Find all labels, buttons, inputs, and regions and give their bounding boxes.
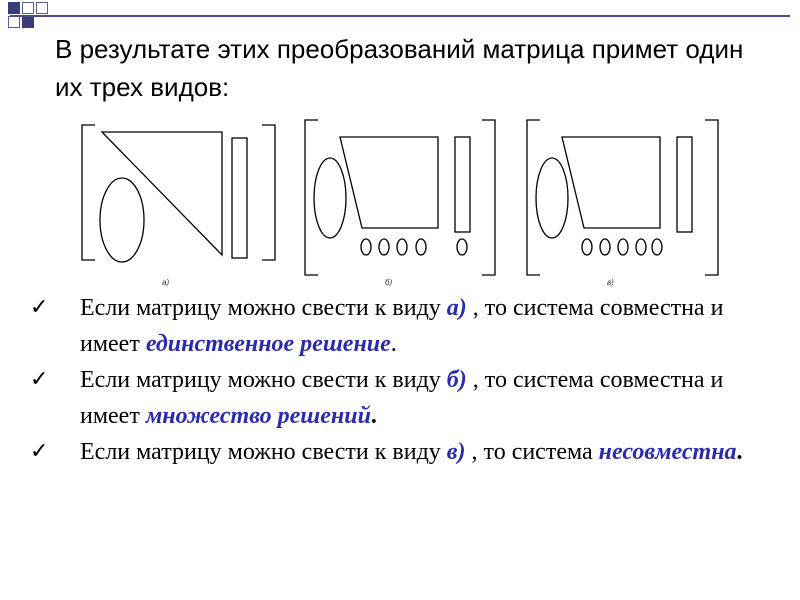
list-item: ✓ Если матрицу можно свести к виду б) , то система совместна и имеет множество решений. [30,362,770,434]
decor-square [8,2,20,14]
small-oval [379,239,389,255]
small-oval [361,239,371,255]
small-oval [652,239,662,255]
trapezoid-shape [562,137,660,228]
small-oval [600,239,610,255]
decor-square [22,16,34,28]
diagram-label-a: а) [162,278,170,287]
right-bracket [482,120,495,275]
left-bracket [305,120,318,275]
diagram-label-c: в) [607,278,614,287]
column-rect [677,137,692,232]
checkmark-icon: ✓ [30,367,49,392]
column-rect [455,137,470,232]
matrix-form-a [82,125,275,262]
small-oval [416,239,426,255]
small-oval [636,239,646,255]
matrix-form-b [305,120,495,275]
list-item: ✓ Если матрицу можно свести к виду а) , то система совместна и имеет единственное решение. [30,290,770,362]
header-rule [10,15,790,17]
checkmark-icon: ✓ [30,439,49,464]
small-oval [618,239,628,255]
ellipse-shape [100,178,144,262]
decor-square [8,16,20,28]
matrix-form-c [527,120,718,275]
left-bracket [527,120,540,275]
left-bracket [82,125,95,260]
right-bracket [262,125,275,260]
conclusions-list [30,290,770,470]
diagram-label-b: б) [385,278,393,287]
right-bracket [705,120,718,275]
small-oval [397,239,407,255]
checkmark-icon: ✓ [30,295,49,320]
corner-decoration [0,0,60,40]
trapezoid-shape [340,137,438,228]
small-oval [457,239,467,255]
matrix-forms-diagram [0,110,800,290]
decor-square [36,2,48,14]
ellipse-shape [314,158,346,238]
decor-square [22,2,34,14]
slide-title: В результате этих преобразований матрица примет один их трех видов: [55,34,744,102]
small-oval [582,239,592,255]
column-rect [232,138,247,258]
ellipse-shape [536,158,568,238]
triangle-shape [102,132,222,255]
list-item: ✓ Если матрицу можно свести к виду в) , то система несовместна. [30,434,770,470]
